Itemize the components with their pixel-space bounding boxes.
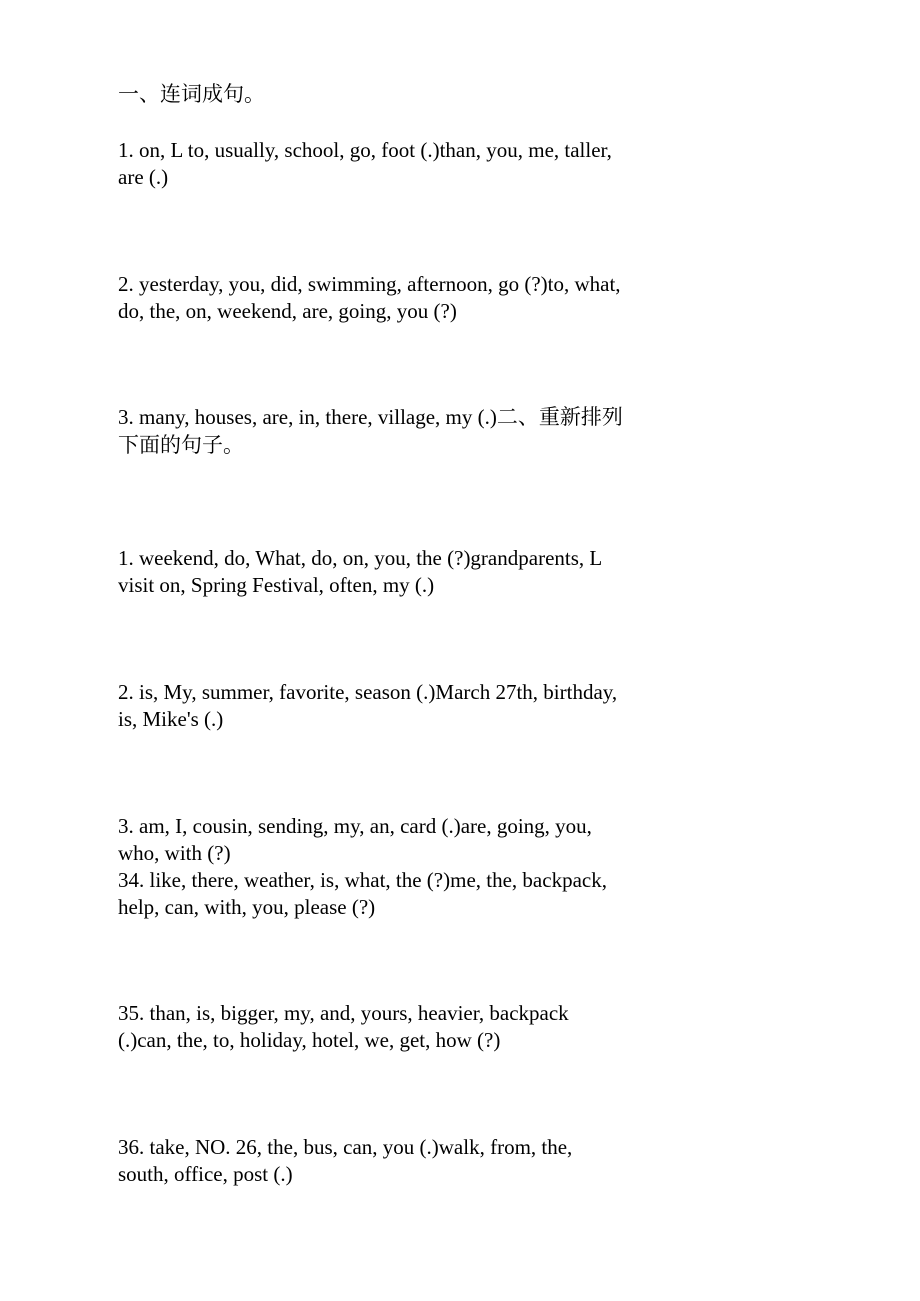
exercise-line: is, Mike's (.) [118,707,224,731]
section-heading-line: 下面的句子。 [118,433,244,457]
exercise-line: visit on, Spring Festival, often, my (.) [118,573,435,597]
exercise-line: 1. weekend, do, What, do, on, you, the (?)grandparents, L [118,546,603,570]
exercise-line: are (.) [118,165,169,189]
exercise-line: south, office, post (.) [118,1162,293,1186]
exercise-line: (.)can, the, to, holiday, hotel, we, get, how (?) [118,1028,501,1052]
exercise-line: 1. on, L to, usually, school, go, foot (.)than, you, me, taller, [118,138,612,162]
exercise-line: 36. take, NO. 26, the, bus, can, you (.)walk, from, the, [118,1135,573,1159]
exercise-line: who, with (?) [118,841,231,865]
exercise-line: 2. is, My, summer, favorite, season (.)March 27th, birthday, [118,680,618,704]
exercise-line: do, the, on, weekend, are, going, you (?) [118,299,457,323]
section-heading: 一、连词成句。 [118,82,265,106]
exercise-line: 3. many, houses, are, in, there, village, my (.)二、重新排列 [118,405,623,429]
exercise-line: 3. am, I, cousin, sending, my, an, card (.)are, going, you, [118,814,592,838]
exercise-line: 35. than, is, bigger, my, and, yours, heavier, backpack [118,1001,569,1025]
exercise-line: help, can, with, you, please (?) [118,895,376,919]
exercise-line: 34. like, there, weather, is, what, the (?)me, the, backpack, [118,868,607,892]
exercise-line: 2. yesterday, you, did, swimming, afternoon, go (?)to, what, [118,272,621,296]
